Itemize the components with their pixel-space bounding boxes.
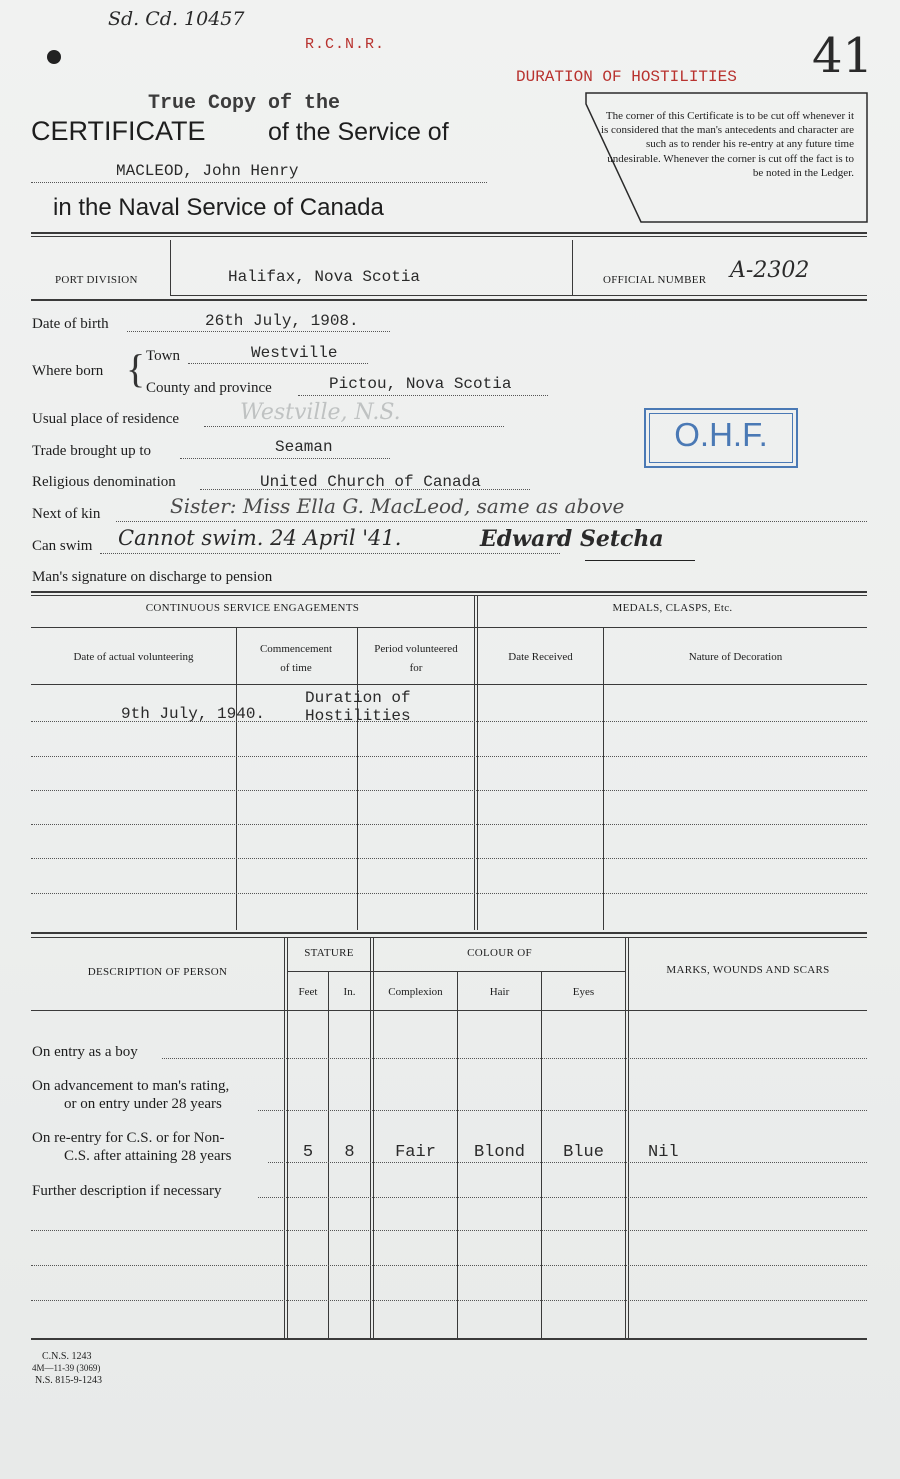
marks-header: MARKS, WOUNDS AND SCARS <box>666 964 830 976</box>
county-value: Pictou, Nova Scotia <box>329 375 512 393</box>
trade-label: Trade brought up to <box>32 443 152 459</box>
town-label: Town <box>146 348 180 364</box>
brace-icon: { <box>126 346 146 391</box>
duration-label: DURATION OF HOSTILITIES <box>516 68 737 86</box>
ohf-stamp-text: O.H.F. <box>674 416 768 453</box>
trade-value: Seaman <box>275 438 333 456</box>
religion-label: Religious denomination <box>32 474 176 490</box>
feet-header: Feet <box>298 986 318 998</box>
county-label: County and province <box>146 380 272 396</box>
eyes-value: Blue <box>563 1143 604 1162</box>
ns-number: N.S. 815-9-1243 <box>35 1375 102 1386</box>
inches-header: In. <box>343 986 356 998</box>
service-date-value: 9th July, 1940. <box>121 705 266 723</box>
punch-hole-icon <box>47 50 61 64</box>
complexion-value: Fair <box>395 1143 436 1162</box>
hair-header: Hair <box>489 986 510 998</box>
swim-signature: Edward Setcha <box>480 526 664 552</box>
title-of-service: of the Service of <box>268 118 449 146</box>
residence-value: Westville, N.S. <box>240 400 401 425</box>
corner-notice-text: The corner of this Certificate is to be cut off whenever it is considered that the man's antecedents and character are such as to render his re-entry at any future time undesirable. Whenever the corner is cut off the fact is to be noted in the Ledger. <box>600 110 854 179</box>
dob-value: 26th July, 1908. <box>205 312 359 330</box>
col-nature-decoration: Nature of Decoration <box>688 651 783 663</box>
row-advancement: On advancement to man's rating, <box>32 1078 230 1094</box>
marks-value: Nil <box>648 1143 679 1162</box>
service-period-value: Duration of Hostilities <box>305 689 411 725</box>
title-certificate: CERTIFICATE <box>31 116 206 146</box>
eyes-header: Eyes <box>572 986 595 998</box>
can-swim-label: Can swim <box>32 538 93 554</box>
stature-header: STATURE <box>304 947 354 959</box>
town-value: Westville <box>251 344 338 362</box>
official-number-label: OFFICIAL NUMBER <box>603 274 707 286</box>
hair-value: Blond <box>473 1143 525 1162</box>
col-period: Period volunteered for <box>374 643 458 674</box>
ohf-stamp <box>644 408 798 468</box>
port-division-label: PORT DIVISION <box>55 274 138 286</box>
handwritten-reference: Sd. Cd. 10457 <box>108 8 245 30</box>
force-label: R.C.N.R. <box>305 36 386 53</box>
colour-of-header: COLOUR OF <box>467 947 532 959</box>
description-title: DESCRIPTION OF PERSON <box>87 966 228 978</box>
row-reentry: On re-entry for C.S. or for Non- <box>32 1130 225 1146</box>
row-reentry-2: C.S. after attaining 28 years <box>64 1148 232 1164</box>
col-date-received: Date Received <box>508 651 573 663</box>
row-entry-boy: On entry as a boy <box>32 1044 138 1060</box>
service-member-name: MACLEOD, John Henry <box>116 162 299 180</box>
religion-value: United Church of Canada <box>260 473 481 491</box>
col-date-volunteering: Date of actual volunteering <box>73 651 194 663</box>
next-of-kin-label: Next of kin <box>32 506 101 522</box>
residence-label: Usual place of residence <box>32 411 180 427</box>
dob-label: Date of birth <box>32 316 109 332</box>
true-copy-stamp: True Copy of the <box>148 92 341 115</box>
service-section-title: CONTINUOUS SERVICE ENGAGEMENTS <box>145 602 360 614</box>
next-of-kin-value: Sister: Miss Ella G. MacLeod, same as above <box>170 494 625 518</box>
col-commencement: Commencement of time <box>259 643 333 674</box>
print-code: 4M—11-39 (3069) <box>32 1363 101 1373</box>
port-division-value: Halifax, Nova Scotia <box>228 268 421 286</box>
feet-value: 5 <box>302 1143 314 1162</box>
pension-signature-label: Man's signature on discharge to pension <box>32 569 273 585</box>
can-swim-value: Cannot swim. 24 April '41. <box>118 526 402 550</box>
row-advancement-2: or on entry under 28 years <box>64 1096 222 1112</box>
inches-value: 8 <box>344 1143 355 1162</box>
official-number-value: A-2302 <box>730 258 810 283</box>
row-further-description: Further description if necessary <box>32 1183 222 1199</box>
complexion-header: Complexion <box>388 986 443 998</box>
medals-section-title: MEDALS, CLASPS, Etc. <box>612 602 733 614</box>
form-number: C.N.S. 1243 <box>42 1351 92 1362</box>
corner-number: 41 <box>812 28 874 84</box>
title-naval-service: in the Naval Service of Canada <box>53 194 384 221</box>
where-born-label: Where born <box>32 363 104 379</box>
